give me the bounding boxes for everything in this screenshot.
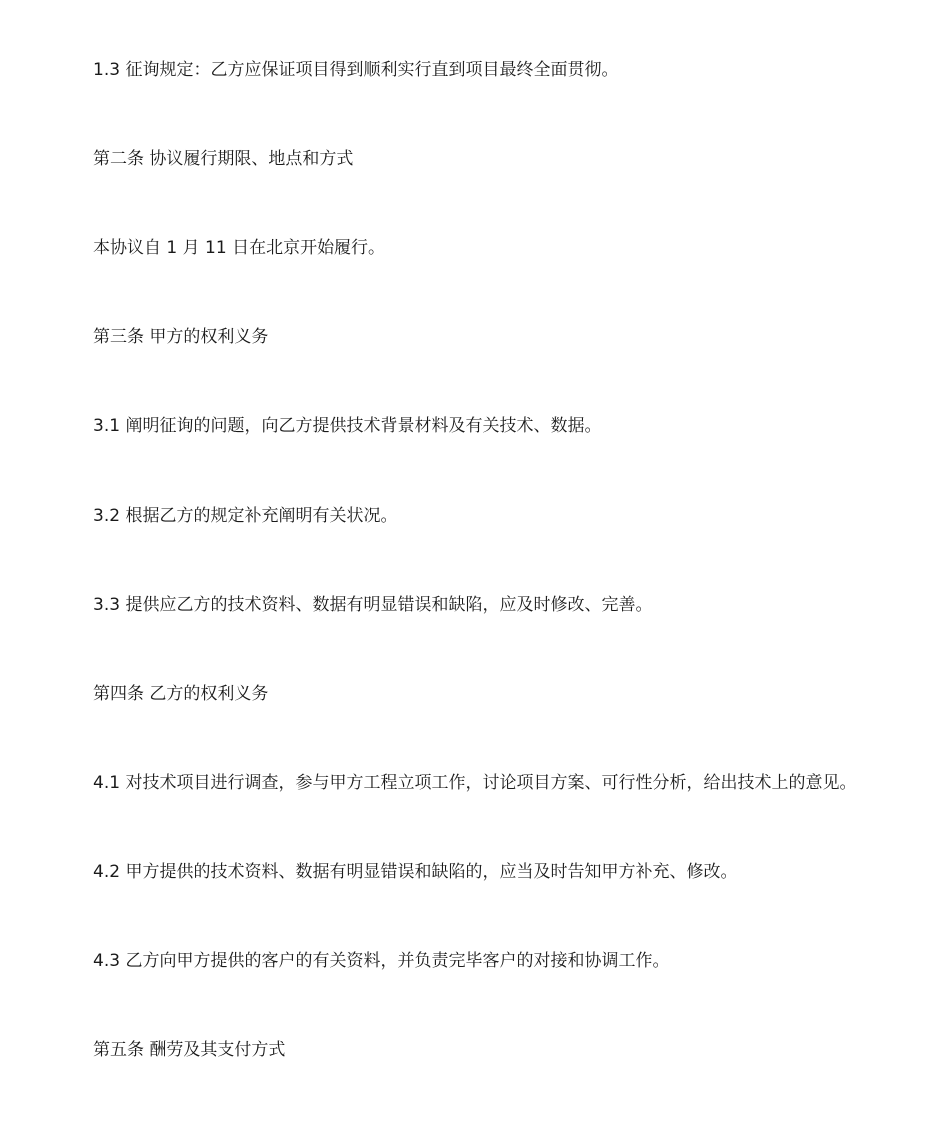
clause-4-1-text: 4.1 对技术项目进行调查，参与甲方工程立项工作，讨论项目方案、可行性分析，给出技术上的意见。 [93, 773, 857, 793]
clause-3-1-text: 3.1 阐明征询的问题，向乙方提供技术背景材料及有关技术、数据。 [93, 416, 602, 436]
article-2-text: 本协议自 1 月 11 日在北京开始履行。 [93, 238, 386, 258]
article-2-heading: 第二条 协议履行期限、地点和方式 [93, 149, 354, 169]
clause-4-2-text: 4.2 甲方提供的技术资料、数据有明显错误和缺陷的，应当及时告知甲方补充、修改。 [93, 862, 738, 882]
clause-1-3-text: 1.3 征询规定：乙方应保证项目得到顺利实行直到项目最终全面贯彻。 [93, 60, 619, 80]
article-5-heading: 第五条 酬劳及其支付方式 [93, 1040, 286, 1060]
clause-3-3-text: 3.3 提供应乙方的技术资料、数据有明显错误和缺陷，应及时修改、完善。 [93, 595, 653, 615]
article-4-heading: 第四条 乙方的权利义务 [93, 684, 269, 704]
clause-3-2-text: 3.2 根据乙方的规定补充阐明有关状况。 [93, 506, 398, 526]
article-3-heading: 第三条 甲方的权利义务 [93, 327, 269, 347]
clause-4-3-text: 4.3 乙方向甲方提供的客户的有关资料，并负责完毕客户的对接和协调工作。 [93, 951, 670, 971]
